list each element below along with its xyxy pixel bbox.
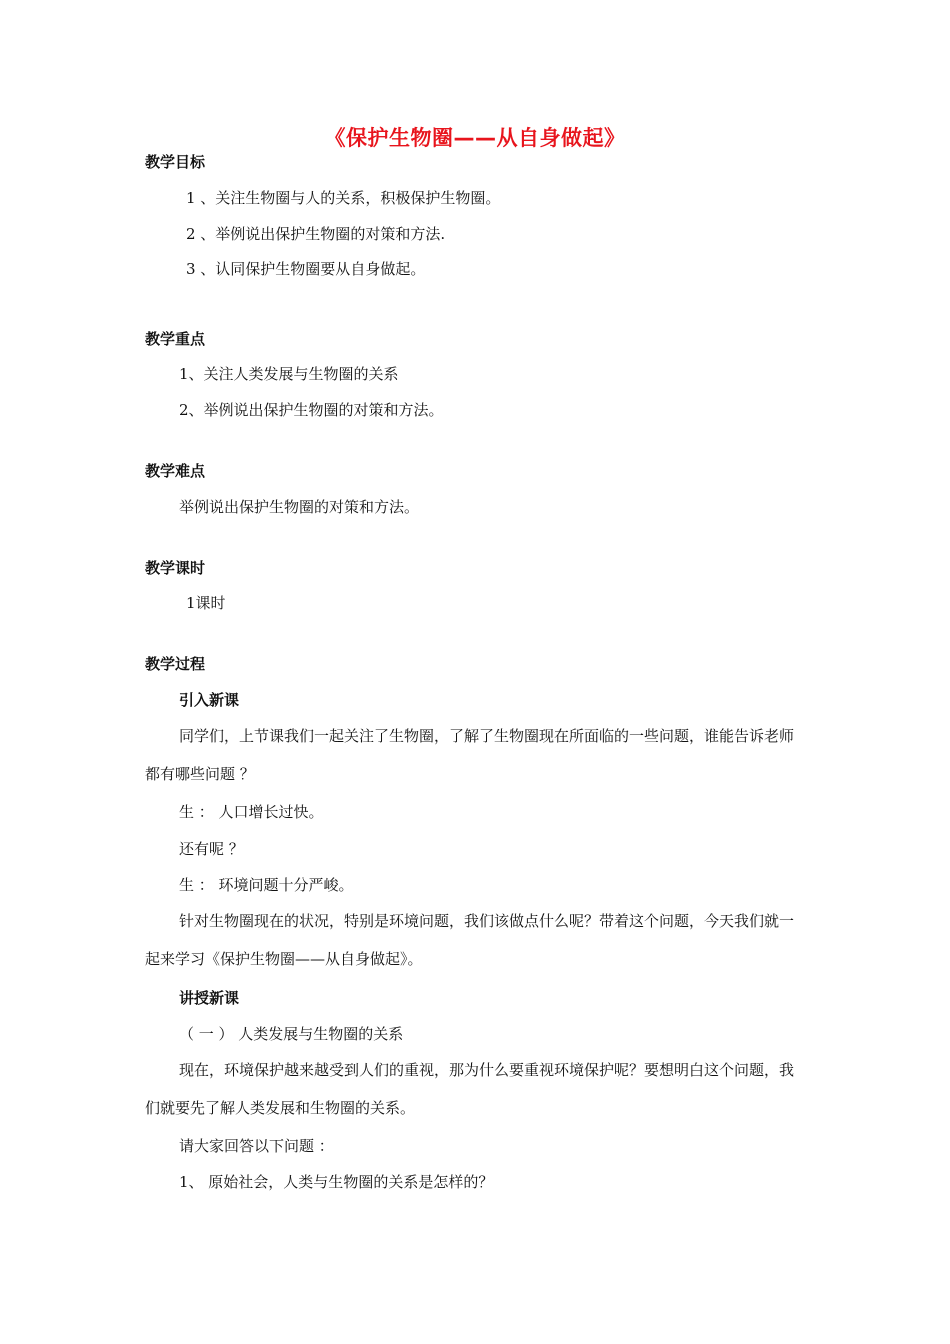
question-item: 1、 原始社会，人类与生物圈的关系是怎样的？ bbox=[179, 1173, 494, 1191]
lecture-heading: 讲授新课 bbox=[179, 989, 240, 1007]
intro-paragraph: 针对生物圈现在的状况，特别是环境问题，我们该做点什么呢？带着这个问题，今天我们就一起来学习《保护生物圈——从自身做起》。 bbox=[145, 912, 795, 968]
intro-paragraph: 同学们，上节课我们一起关注了生物圈，了解了生物圈现在所面临的一些问题，谁能告诉老师都有哪些问题 ？ bbox=[145, 727, 795, 783]
objective-item: 1 、关注生物圈与人的关系，积极保护生物圈。 bbox=[186, 189, 501, 207]
section-heading: （ 一 ） 人类发展与生物圈的关系 bbox=[179, 1025, 404, 1043]
difficulties-heading: 教学难点 bbox=[145, 462, 206, 480]
document-title: 《保护生物圈——从自身做起》 bbox=[324, 126, 626, 150]
key-point-item: 2、举例说出保护生物圈的对策和方法。 bbox=[179, 401, 444, 419]
key-points-heading: 教学重点 bbox=[145, 330, 206, 348]
difficulties-text: 举例说出保护生物圈的对策和方法。 bbox=[179, 498, 420, 516]
student-answer: 生 ： 人口增长过快。 bbox=[179, 803, 324, 821]
question-prompt: 请大家回答以下问题 ： bbox=[179, 1137, 334, 1155]
objective-item: 3 、认同保护生物圈要从自身做起。 bbox=[186, 260, 426, 278]
student-answer: 生 ： 环境问题十分严峻。 bbox=[179, 876, 354, 894]
objective-item: 2 、举例说出保护生物圈的对策和方法. bbox=[186, 225, 446, 243]
process-heading: 教学过程 bbox=[145, 655, 206, 673]
objectives-heading: 教学目标 bbox=[145, 153, 206, 171]
lecture-paragraph: 现在，环境保护越来越受到人们的重视，那为什么要重视环境保护呢？要想明白这个问题，我们就要先了解人类发展和生物圈的关系。 bbox=[145, 1061, 795, 1117]
key-point-item: 1、关注人类发展与生物圈的关系 bbox=[179, 365, 399, 383]
periods-heading: 教学课时 bbox=[145, 559, 206, 577]
intro-heading: 引入新课 bbox=[179, 691, 240, 709]
teacher-question: 还有呢 ？ bbox=[179, 840, 244, 858]
periods-text: 1课时 bbox=[186, 594, 226, 612]
